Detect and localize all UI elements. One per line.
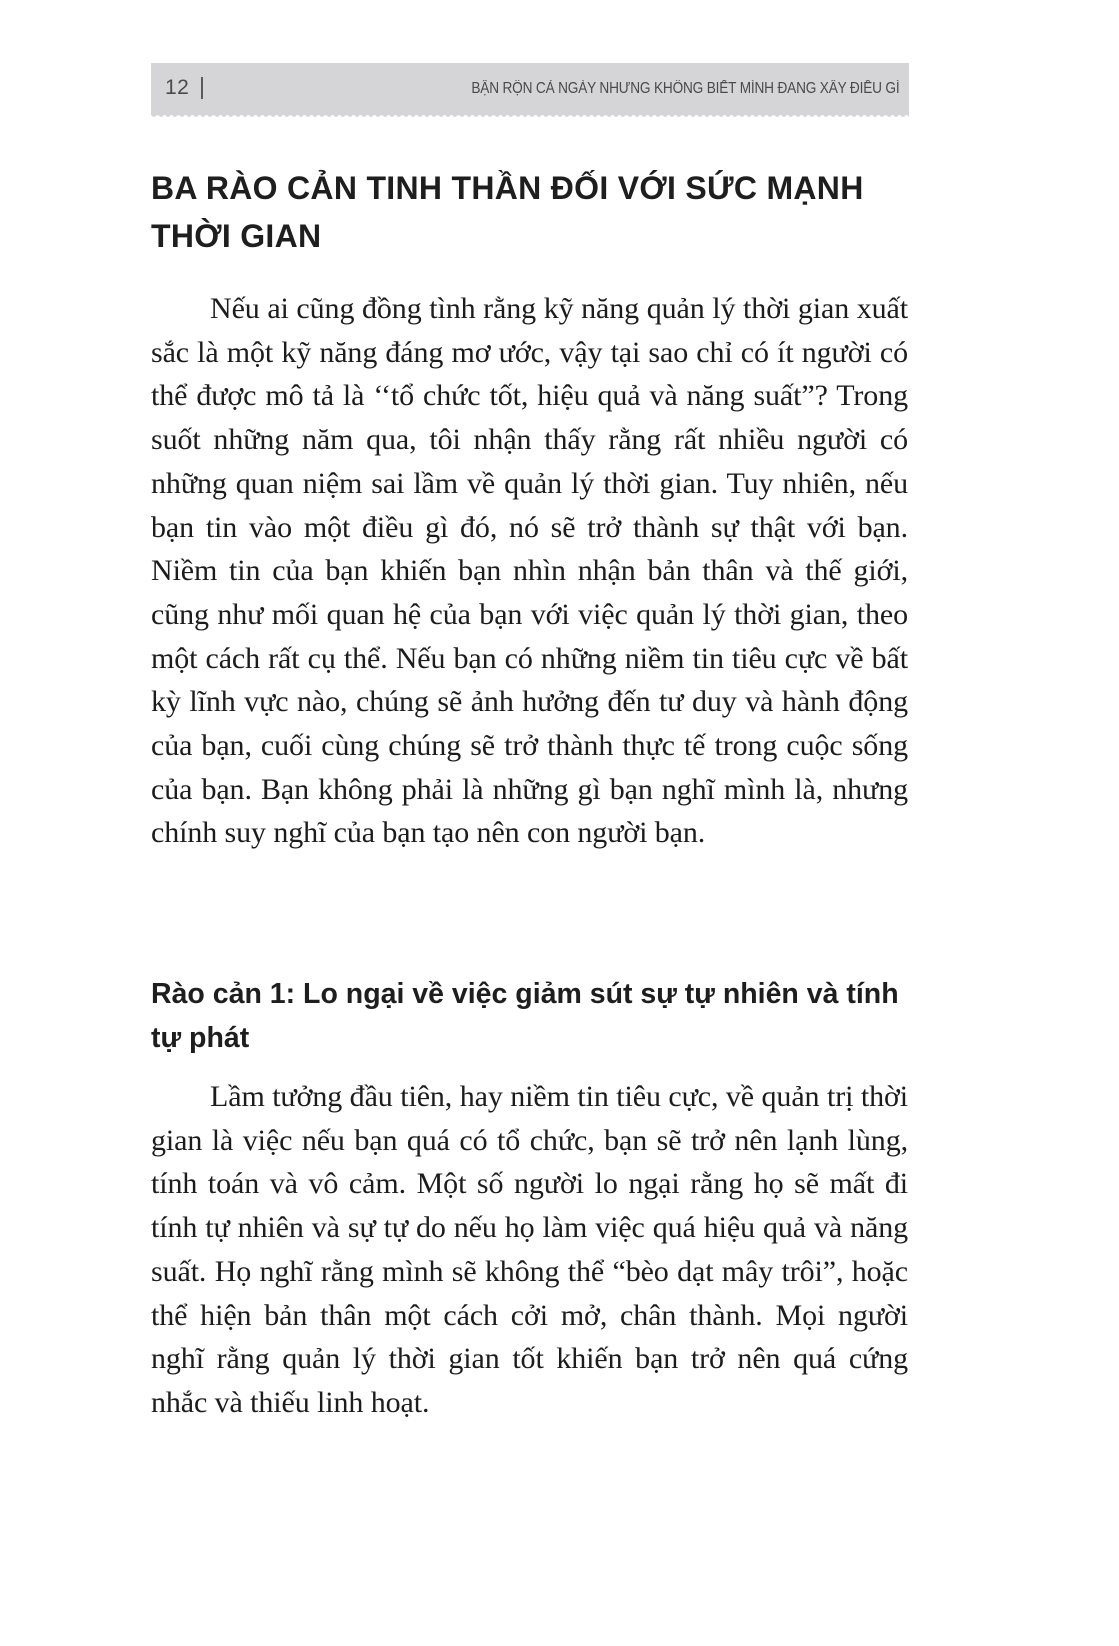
page-number: 12 [165, 76, 190, 99]
running-head-title: BẬN RỘN CẢ NGÀY NHƯNG KHÔNG BIẾT MÌNH ĐANG XÂY ĐIỀU GÌ [470, 80, 899, 97]
body-paragraph: Nếu ai cũng đồng tình rằng kỹ năng quản lý thời gian xuất sắc là một kỹ năng đáng mơ ước, vậy tại sao chỉ có ít người có thể được mô tả là ‘‘tổ chức tốt, hiệu quả và năng suất”? Trong suốt những năm qua, tôi nhận thấy rằng rất nhiều người có những quan niệm sai lầm về quản lý thời gian. Tuy nhiên, nếu bạn tin vào một điều gì đó, nó sẽ trở thành sự thật với bạn. Niềm tin của bạn khiến bạn nhìn nhận bản thân và thế giới, cũng như mối quan hệ của bạn với việc quản lý thời gian, theo một cách rất cụ thể. Nếu bạn có những niềm tin tiêu cực về bất kỳ lĩnh vực nào, chúng sẽ ảnh hưởng đến tư duy và hành động của bạn, cuối cùng chúng sẽ trở thành thực tế trong cuộc sống của bạn. Bạn không phải là những gì bạn nghĩ mình là, nhưng chính suy nghĩ của bạn tạo nên con người bạn. [151, 292, 908, 850]
running-head [151, 63, 909, 115]
section-heading: Rào cản 1: Lo ngại về việc giảm sút sự tự nhiên và tính tự phát [151, 978, 899, 1054]
body-paragraph: Lầm tưởng đầu tiên, hay niềm tin tiêu cực, về quản trị thời gian là việc nếu bạn quá có tổ chức, bạn sẽ trở nên lạnh lùng, tính toán và vô cảm. Một số người lo ngại rằng họ sẽ mất đi tính tự nhiên và sự tự do nếu họ làm việc quá hiệu quả và năng suất. Họ nghĩ rằng mình sẽ không thể “bèo dạt mây trôi”, hoặc thể hiện bản thân một cách cởi mở, chân thành. Mọi người nghĩ rằng quản lý thời gian tốt khiến bạn trở nên quá cứng nhắc và thiếu linh hoạt. [151, 1080, 908, 1419]
page-number-divider [201, 77, 203, 99]
chapter-heading: BA RÀO CẢN TINH THẦN ĐỐI VỚI SỨC MẠNH THỜI GIAN [151, 170, 864, 254]
